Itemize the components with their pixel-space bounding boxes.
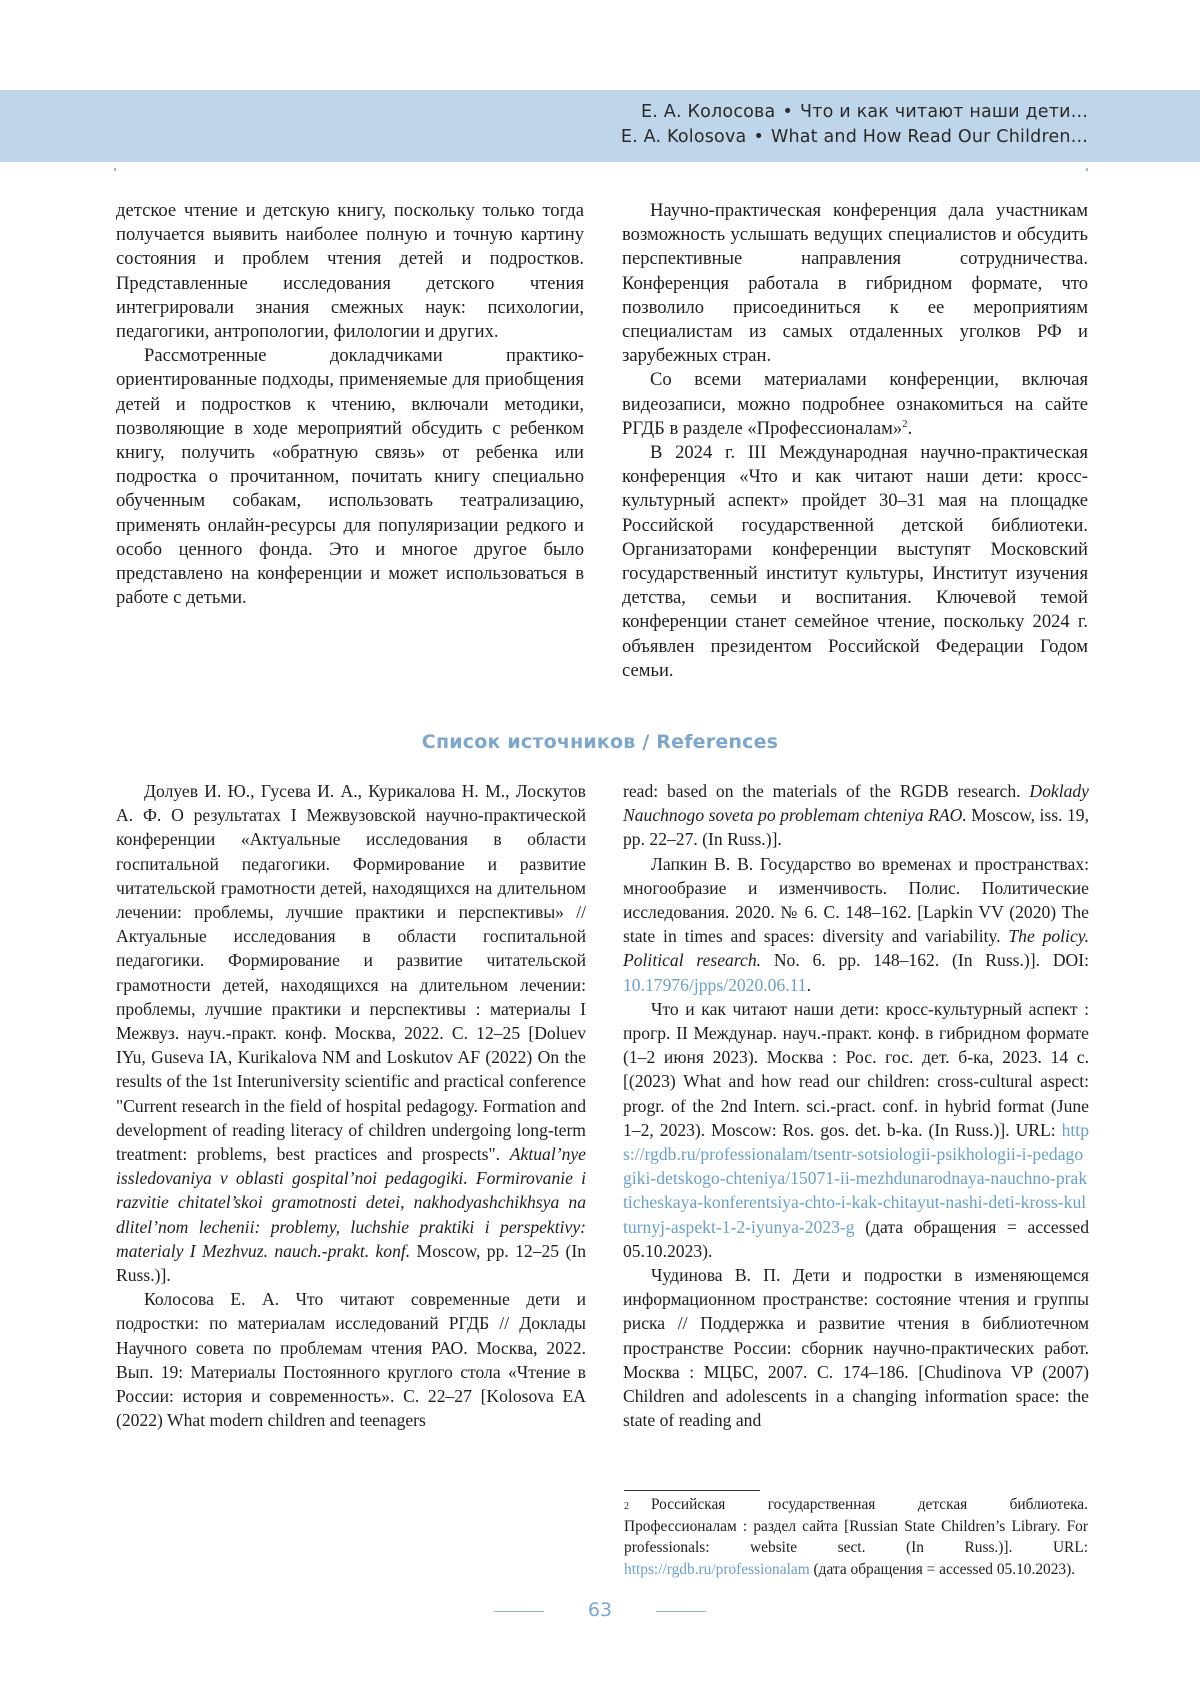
reference-text: Moscow, iss. 19, pp. 22–27. (In Russ.)]. [623, 805, 1089, 850]
footnote-marker[interactable]: 2 [902, 417, 908, 430]
reference-text: . [806, 974, 812, 995]
reference-italic: The policy. Political research. [623, 926, 1089, 971]
header-ru-author: Е. А. Колосова [641, 102, 776, 122]
references-right-column [623, 779, 1089, 1432]
body-left-column [116, 199, 584, 610]
body-right-column [622, 199, 1088, 683]
reference-text: Что и как читают наши дети: кросс-культурный аспект : прогр. II Междунар. науч.-практ. конф. в гибридном формате (1–2 июня 2023). Москва : Рос. гос. дет. б-ка, 2023. 14 с. [(2023) What and how read our children: cross-cultural aspect: progr. of the 2nd Intern. sci.-pract. conf. in hybrid format (June 1–2, 2023). Moscow: Ros. gos. det. b-ka. (In Russ.)]. URL: [623, 998, 1089, 1140]
footnote-url-link[interactable]: https://rgdb.ru/professionalam [624, 1560, 810, 1578]
page-number: 63 [587, 1599, 613, 1621]
footnote-text: Российская государственная детская библиотека. Профессионалам : раздел сайта [Russian State Children’s Library. For professionals: website sect. (In Russ.)]. URL: [624, 1496, 1088, 1557]
reference-text: (дата обращения = accessed 05.10.2023). [623, 1216, 1089, 1261]
reference-text: read: based on the materials of the RGDB research. [623, 781, 1030, 801]
doi-link[interactable]: 10.17976/jpps/2020.06.11 [623, 974, 807, 995]
column-tick-mark [1086, 168, 1088, 171]
running-header-band [0, 90, 1200, 162]
header-separator: • [753, 127, 764, 147]
footnote-rule [624, 1490, 760, 1491]
reference-text: Moscow, pp. 12–25 (In Russ.)]. [116, 1240, 586, 1286]
footnote-number: 2 [624, 1501, 629, 1512]
header-en-author: E. A. Kolosova [620, 127, 747, 147]
reference-entry: Чудинова В. П. Дети и подростки в изменяющемся информационном пространстве: состояние чтения и группы риска // Поддержка и развитие чтения в библиотечном пространстве России: сборник научно-практических работ. Москва : МЦБС, 2007. С. 174–186. [Chudinova VP (2007) Children and adolescents in a changing information space: the state of reading and [623, 1265, 1089, 1431]
reference-italic: Doklady Nauchnogo soveta po problemam chteniya RAO. [623, 781, 1089, 826]
page-number-rule-left [494, 1611, 544, 1612]
body-paragraph: детское чтение и детскую книгу, поскольку только тогда получается выявить наиболее полную и точную картину состояния и проблем чтения детей и подростков. Представленные исследования детского чтения интегрировали знания смежных наук: психологии, педагогики, антропологии, филологии и других. [116, 200, 584, 343]
body-paragraph [622, 368, 1088, 441]
references-heading: Список источников / References [421, 731, 779, 753]
references-left-column [116, 779, 586, 1432]
header-en-title: What and How Read Our Children... [770, 127, 1088, 147]
running-header-en [621, 127, 1088, 147]
reference-text: No. 6. pp. 148–162. (In Russ.)]. DOI: [761, 950, 1089, 971]
reference-text: Долуев И. Ю., Гусева И. А., Курикалова Н. М., Лоскутов А. Ф. О результатах I Межвузовской научно-практической конференции «Актуальные исследования в области госпитальной педагогики. Формирование и развитие читательской грамотности детей, находящихся на длительном лечении: проблемы, лучшие практики и перспективы» // Актуальные исследования в области госпитальной педагогики. Формирование и развитие читательской грамотности детей, находящихся на длительном лечении: проблемы, лучшие практики и перспективы : материалы I Межвуз. науч.-практ. конф. Москва, 2022. С. 12–25 [Doluev IYu, Guseva IA, Kurikalova NM and Loskutov AF (2022) On the results of the 1st Interuniversity scientific and practical conference "Current research in the field of hospital pedagogy. Formation and development of reading literacy of children undergoing long-term treatment: problems, best practices and prospects". [116, 781, 586, 1165]
footnote-text-end: (дата обращения = accessed 05.10.2023). [809, 1560, 1076, 1578]
footnote [624, 1494, 1088, 1580]
reference-text: Лапкин В. В. Государство во временах и пространствах: многообразие и изменчивость. Полис. Политические исследования. 2020. № 6. С. 148–162. [Lapkin VV (2020) The state in times and spaces: diversity and variability. [623, 853, 1089, 947]
paragraph-end: . [907, 417, 913, 439]
reference-entry [116, 779, 586, 1287]
running-header-ru [641, 102, 1088, 122]
page-number-rule-right [656, 1611, 706, 1612]
reference-entry [623, 997, 1089, 1263]
url-link[interactable]: https://rgdb.ru/professionalam/tsentr-sotsiologii-psikhologii-i-pedagogiki-detskogo-chteniya/15071-ii-mezhdunarodnaya-nauchno-prakticheskaya-konferentsiya-chto-i-kak-chitayut-nashi-deti-kross-kulturnyj-aspekt-1-2-iyunya-2023-g [623, 1119, 1089, 1237]
paragraph-text: Со всеми материалами конференции, включая видеозаписи, можно подробнее ознакомиться на сайте РГДБ в разделе «Профессионалам» [622, 369, 1088, 439]
header-ru-title: Что и как читают наши дети... [800, 102, 1088, 122]
header-separator: • [782, 102, 794, 122]
body-paragraph: Научно-практическая конференция дала участникам возможность услышать ведущих специалистов и обсудить перспективные направления сотрудничества. Конференция работала в гибридном формате, что позволило присоединиться к ее мероприятиям специалистам из самых отдаленных уголков РФ и зарубежных стран. [622, 200, 1088, 367]
reference-entry [623, 779, 1089, 852]
reference-entry [623, 852, 1089, 997]
reference-italic: Aktual’nye issledovaniya v oblasti gospital’noi pedagogiki. Formirovanie i razvitie chitatel’skoi gramotnosti detei, nakhodyashchikhsya na dlitel’nom lechenii: problemy, luchshie praktiki i perspektivy: materialy I Mezhvuz. nauch.-prakt. konf. [116, 1144, 586, 1261]
column-tick-mark [114, 168, 116, 171]
reference-entry: Колосова Е. А. Что читают современные дети и подростки: по материалам исследований РГДБ // Доклады Научного совета по проблемам чтения РАО. Москва, 2022. Вып. 19: Материалы Постоянного круглого стола «Чтение в России: история и современность». С. 22–27 [Kolosova EA (2022) What modern children and teenagers [116, 1289, 586, 1431]
body-paragraph: Рассмотренные докладчиками практико-ориентированные подходы, применяемые для приобщения детей и подростков к чтению, включали методики, позволяющие в ходе мероприятий обсудить с ребенком книгу, получить «обратную связь» от ребенка или подростка о прочитанном, почитать книгу специально обученным собакам, использовать театрализацию, применять онлайн-ресурсы для популяризации редкого и особо ценного фонда. Это и многое другое было представлено на конференции и может использоваться в работе с детьми. [116, 345, 584, 609]
body-paragraph: В 2024 г. III Международная научно-практическая конференция «Что и как читают наши дети: кросс-культурный аспект» пройдет 30–31 мая на площадке Российской государственной детской библиотеки. Организаторами конференции выступят Московский государственный институт культуры, Институт изучения детства, семьи и воспитания. Ключевой темой конференции станет семейное чтение, поскольку 2024 г. объявлен президентом Российской Федерации Годом семьи. [622, 442, 1088, 681]
